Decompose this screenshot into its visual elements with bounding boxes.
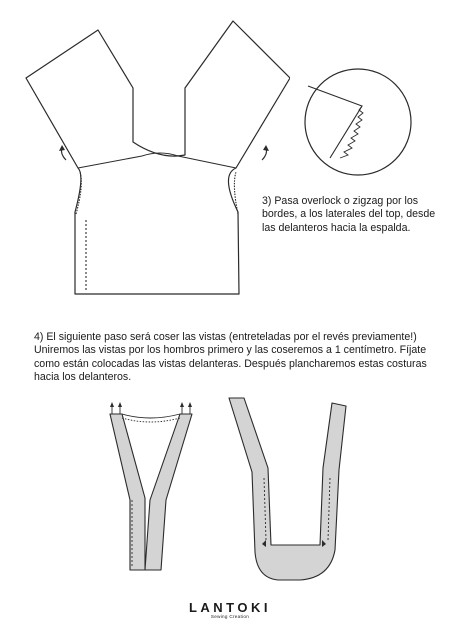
- overlock-detail-circle: [302, 66, 414, 178]
- top-front-body: [26, 21, 290, 294]
- brand-tagline: Sewing Creation: [210, 614, 250, 619]
- left-arrow-head: [59, 145, 65, 151]
- step-4-text: 4) El siguiente paso será coser las vistas (entreteladas por el revés previamente!) Uniremos las vistas por los hombros primero y las coseremos a 1 centímetro. Fíjate como están colocadas las vistas delanteras. Después plancharemos estas costuras hacia los delanteros.: [34, 330, 427, 384]
- right-arrow-head: [263, 145, 269, 151]
- top-garment-illustration: [20, 14, 290, 304]
- back-neck-curve: [122, 414, 180, 418]
- facings-illustration: [95, 392, 350, 588]
- step-3-text: 3) Pasa overlock o zigzag por los bordes, a los laterales del top, desde las delanteros hacia la espalda.: [262, 194, 436, 234]
- back-neck-facing: [229, 398, 346, 580]
- brand-logo: [0, 600, 460, 619]
- left-front-facing: [110, 414, 145, 570]
- brand-name: LANTOKI: [188, 600, 272, 615]
- back-neck-curve-inner: [122, 418, 180, 422]
- right-front-facing: [145, 414, 192, 570]
